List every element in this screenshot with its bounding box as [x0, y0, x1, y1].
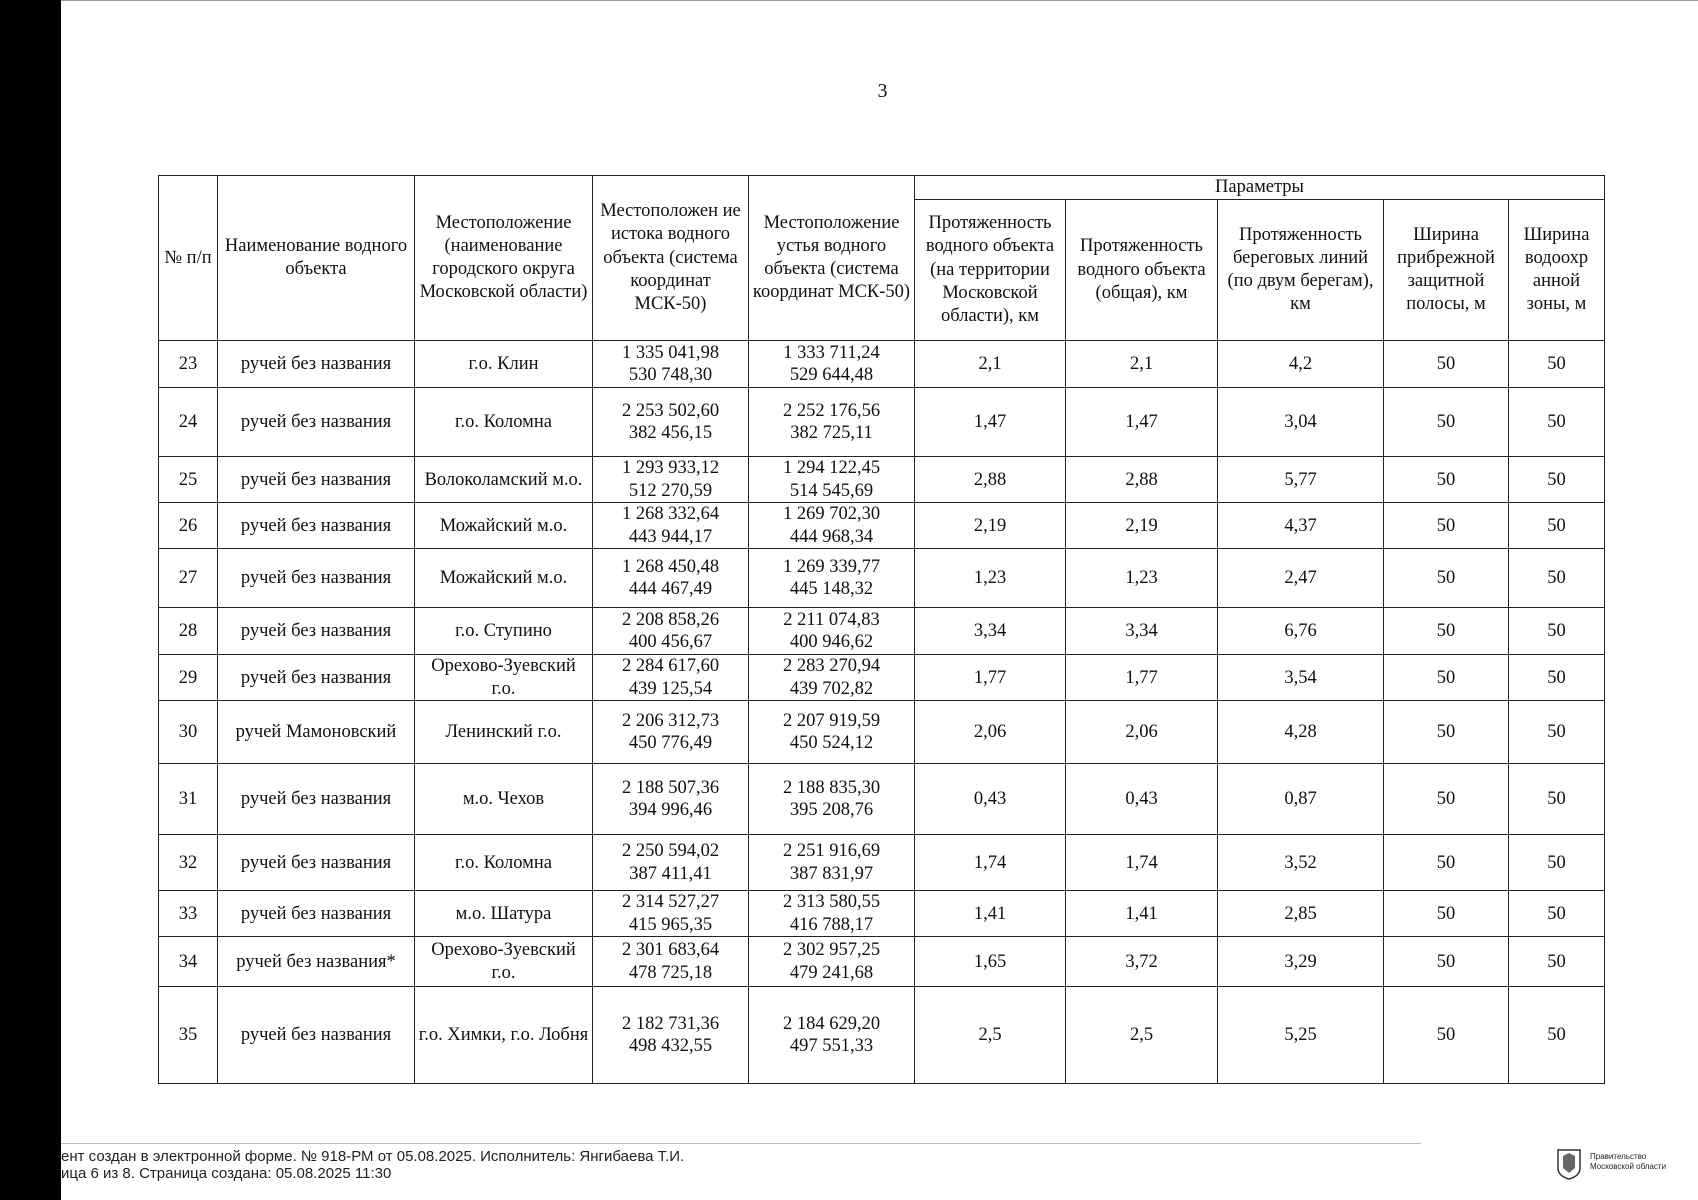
object-name-cell: ручей без названия [218, 891, 415, 937]
location-cell: г.о. Коломна [415, 835, 593, 891]
length-region-cell: 3,34 [915, 608, 1066, 655]
object-name-cell: ручей без названия [218, 608, 415, 655]
header-parameters: Параметры [915, 176, 1605, 200]
emblem-caption-line-2: Московской области [1590, 1162, 1667, 1171]
scan-top-edge [61, 0, 1698, 1]
mouth-coords-cell [749, 608, 915, 655]
object-name-cell: ручей без названия [218, 457, 415, 503]
coastal-width-cell: 50 [1384, 457, 1509, 503]
coordinate-value: 2 284 617,60 [621, 656, 720, 677]
table-row [159, 655, 1605, 701]
coordinate-value: 2 250 594,02 [621, 841, 720, 862]
object-name-cell: ручей без названия [218, 835, 415, 891]
coordinate-value: 2 302 957,25 [782, 940, 881, 961]
row-number-cell: 26 [159, 503, 218, 549]
length-region-cell: 1,23 [915, 549, 1066, 608]
coordinate-value: 1 294 122,45 [782, 458, 881, 479]
table-row [159, 987, 1605, 1084]
coordinate-value: 1 269 339,77 [782, 556, 881, 577]
row-number-cell: 35 [159, 987, 218, 1084]
table-body [159, 341, 1605, 1084]
coordinate-value: 2 182 731,36 [621, 1013, 720, 1034]
location-cell: г.о. Химки, г.о. Лобня [415, 987, 593, 1084]
table-row [159, 937, 1605, 987]
water-objects-table [158, 175, 1605, 1084]
coordinate-value: 479 241,68 [789, 962, 874, 983]
table-row [159, 549, 1605, 608]
page-number: 3 [877, 80, 888, 102]
object-name-cell: ручей без названия [218, 655, 415, 701]
mouth-coords-cell [749, 503, 915, 549]
length-total-cell: 3,72 [1066, 937, 1218, 987]
coordinate-value: 2 207 919,59 [782, 710, 881, 731]
length-region-cell: 1,77 [915, 655, 1066, 701]
coordinate-value: 439 125,54 [628, 678, 713, 699]
header-mouth: Местоположение устья водного объекта (система координат МСК-50) [749, 176, 915, 341]
shore-length-cell: 5,77 [1218, 457, 1384, 503]
length-total-cell: 0,43 [1066, 764, 1218, 835]
coordinate-value: 444 467,49 [628, 579, 713, 600]
row-number-cell: 29 [159, 655, 218, 701]
shore-length-cell: 4,28 [1218, 701, 1384, 764]
row-number-cell: 23 [159, 341, 218, 388]
length-total-cell: 2,06 [1066, 701, 1218, 764]
object-name-cell: ручей без названия [218, 764, 415, 835]
row-number-cell: 31 [159, 764, 218, 835]
length-total-cell: 1,74 [1066, 835, 1218, 891]
protection-width-cell: 50 [1509, 388, 1605, 457]
coordinate-value: 2 188 835,30 [782, 777, 881, 798]
location-cell: м.о. Чехов [415, 764, 593, 835]
coat-of-arms-icon [1556, 1148, 1582, 1180]
footer-line-1: ент создан в электронной форме. № 918-РМ от 05.08.2025. Исполнитель: Янгибаева Т.И. [61, 1148, 685, 1165]
length-total-cell: 1,41 [1066, 891, 1218, 937]
table-row [159, 608, 1605, 655]
coastal-width-cell: 50 [1384, 835, 1509, 891]
protection-width-cell: 50 [1509, 341, 1605, 388]
coordinate-value: 2 253 502,60 [621, 400, 720, 421]
length-total-cell: 1,23 [1066, 549, 1218, 608]
row-number-cell: 32 [159, 835, 218, 891]
shore-length-cell: 4,37 [1218, 503, 1384, 549]
row-number-cell: 33 [159, 891, 218, 937]
row-number-cell: 25 [159, 457, 218, 503]
header-source: Местоположен ие истока водного объекта (система координат МСК-50) [593, 176, 749, 341]
coordinate-value: 1 269 702,30 [782, 504, 881, 525]
shore-length-cell: 2,85 [1218, 891, 1384, 937]
coordinate-value: 2 211 074,83 [783, 609, 880, 630]
footer-line-2: ица 6 из 8. Страница создана: 05.08.2025 11:30 [61, 1165, 392, 1182]
table-row [159, 764, 1605, 835]
protection-width-cell: 50 [1509, 608, 1605, 655]
coordinate-value: 2 314 527,27 [621, 892, 720, 913]
coordinate-value: 530 748,30 [628, 365, 713, 386]
length-total-cell: 2,88 [1066, 457, 1218, 503]
coastal-width-cell: 50 [1384, 764, 1509, 835]
coordinate-value: 1 268 332,64 [621, 504, 720, 525]
table-row [159, 341, 1605, 388]
header-location: Местоположение (наименование городского округа Московской области) [415, 176, 593, 341]
coordinate-value: 416 788,17 [789, 914, 874, 935]
table-row [159, 388, 1605, 457]
protection-width-cell: 50 [1509, 937, 1605, 987]
coordinate-value: 2 313 580,55 [782, 892, 881, 913]
table-row [159, 891, 1605, 937]
coastal-width-cell: 50 [1384, 701, 1509, 764]
mouth-coords-cell [749, 457, 915, 503]
coastal-width-cell: 50 [1384, 341, 1509, 388]
object-name-cell: ручей Мамоновский [218, 701, 415, 764]
coordinate-value: 2 188 507,36 [621, 777, 720, 798]
mouth-coords-cell [749, 655, 915, 701]
source-coords-cell [593, 835, 749, 891]
source-coords-cell [593, 388, 749, 457]
location-cell: Можайский м.о. [415, 503, 593, 549]
length-region-cell: 2,19 [915, 503, 1066, 549]
length-region-cell: 1,74 [915, 835, 1066, 891]
coordinate-value: 444 968,34 [789, 526, 874, 547]
object-name-cell: ручей без названия [218, 503, 415, 549]
coastal-width-cell: 50 [1384, 891, 1509, 937]
coastal-width-cell: 50 [1384, 388, 1509, 457]
coordinate-value: 439 702,82 [789, 678, 874, 699]
location-cell: Ленинский г.о. [415, 701, 593, 764]
header-num: № п/п [159, 176, 218, 341]
length-total-cell: 1,77 [1066, 655, 1218, 701]
length-region-cell: 1,65 [915, 937, 1066, 987]
mouth-coords-cell [749, 701, 915, 764]
coordinate-value: 2 251 916,69 [782, 841, 881, 862]
emblem-caption-line-1: Правительство [1590, 1152, 1647, 1161]
coordinate-value: 395 208,76 [789, 800, 874, 821]
coastal-width-cell: 50 [1384, 937, 1509, 987]
coordinate-value: 394 996,46 [628, 800, 713, 821]
coordinate-value: 2 252 176,56 [782, 400, 881, 421]
protection-width-cell: 50 [1509, 835, 1605, 891]
coordinate-value: 387 831,97 [789, 863, 874, 884]
coordinate-value: 450 524,12 [789, 733, 874, 754]
coordinate-value: 478 725,18 [628, 962, 713, 983]
header-name: Наименование водного объекта [218, 176, 415, 341]
row-number-cell: 24 [159, 388, 218, 457]
coordinate-value: 1 335 041,98 [621, 342, 720, 363]
length-total-cell: 1,47 [1066, 388, 1218, 457]
coordinate-value: 2 184 629,20 [782, 1013, 881, 1034]
length-total-cell: 2,19 [1066, 503, 1218, 549]
coordinate-value: 512 270,59 [628, 480, 713, 501]
length-region-cell: 2,1 [915, 341, 1066, 388]
mouth-coords-cell [749, 835, 915, 891]
source-coords-cell [593, 341, 749, 388]
mouth-coords-cell [749, 388, 915, 457]
source-coords-cell [593, 457, 749, 503]
footer-divider [61, 1143, 1421, 1144]
row-number-cell: 34 [159, 937, 218, 987]
location-cell: Волоколамский м.о. [415, 457, 593, 503]
location-cell: Орехово-Зуевский г.о. [415, 937, 593, 987]
table-row [159, 503, 1605, 549]
object-name-cell: ручей без названия [218, 341, 415, 388]
mouth-coords-cell [749, 891, 915, 937]
coordinate-value: 1 293 933,12 [621, 458, 720, 479]
coastal-width-cell: 50 [1384, 608, 1509, 655]
shore-length-cell: 0,87 [1218, 764, 1384, 835]
object-name-cell: ручей без названия [218, 388, 415, 457]
mouth-coords-cell [749, 341, 915, 388]
coordinate-value: 415 965,35 [628, 914, 713, 935]
coordinate-value: 2 283 270,94 [782, 656, 881, 677]
coordinate-value: 2 206 312,73 [621, 710, 720, 731]
coordinate-value: 514 545,69 [789, 480, 874, 501]
protection-width-cell: 50 [1509, 457, 1605, 503]
shore-length-cell: 3,54 [1218, 655, 1384, 701]
coordinate-value: 450 776,49 [628, 733, 713, 754]
shore-length-cell: 6,76 [1218, 608, 1384, 655]
coastal-width-cell: 50 [1384, 987, 1509, 1084]
coordinate-value: 1 268 450,48 [621, 556, 720, 577]
coastal-width-cell: 50 [1384, 655, 1509, 701]
scan-left-edge [0, 0, 61, 1200]
length-total-cell: 2,5 [1066, 987, 1218, 1084]
source-coords-cell [593, 608, 749, 655]
shore-length-cell: 3,52 [1218, 835, 1384, 891]
emblem-caption [1590, 1152, 1666, 1172]
coordinate-value: 2 301 683,64 [621, 940, 720, 961]
row-number-cell: 27 [159, 549, 218, 608]
shore-length-cell: 3,29 [1218, 937, 1384, 987]
source-coords-cell [593, 503, 749, 549]
location-cell: м.о. Шатура [415, 891, 593, 937]
table-row [159, 457, 1605, 503]
length-region-cell: 0,43 [915, 764, 1066, 835]
source-coords-cell [593, 655, 749, 701]
coordinate-value: 497 551,33 [789, 1036, 874, 1057]
coordinate-value: 400 946,62 [789, 632, 874, 653]
source-coords-cell [593, 549, 749, 608]
protection-width-cell: 50 [1509, 987, 1605, 1084]
source-coords-cell [593, 764, 749, 835]
location-cell: г.о. Клин [415, 341, 593, 388]
source-coords-cell [593, 701, 749, 764]
coordinate-value: 1 333 711,24 [783, 342, 880, 363]
row-number-cell: 30 [159, 701, 218, 764]
protection-width-cell: 50 [1509, 503, 1605, 549]
protection-width-cell: 50 [1509, 655, 1605, 701]
header-coastal-width: Ширина прибрежной защитной полосы, м [1384, 200, 1509, 341]
header-length-region: Протяженность водного объекта (на территории Московской области), км [915, 200, 1066, 341]
mouth-coords-cell [749, 987, 915, 1084]
coordinate-value: 387 411,41 [629, 863, 712, 884]
source-coords-cell [593, 891, 749, 937]
location-cell: г.о. Коломна [415, 388, 593, 457]
object-name-cell: ручей без названия [218, 549, 415, 608]
coordinate-value: 382 725,11 [790, 423, 873, 444]
source-coords-cell [593, 987, 749, 1084]
protection-width-cell: 50 [1509, 701, 1605, 764]
object-name-cell: ручей без названия* [218, 937, 415, 987]
row-number-cell: 28 [159, 608, 218, 655]
length-region-cell: 2,5 [915, 987, 1066, 1084]
location-cell: Можайский м.о. [415, 549, 593, 608]
mouth-coords-cell [749, 937, 915, 987]
header-length-total: Протяженность водного объекта (общая), км [1066, 200, 1218, 341]
coordinate-value: 382 456,15 [628, 423, 713, 444]
table-row [159, 701, 1605, 764]
shore-length-cell: 3,04 [1218, 388, 1384, 457]
coordinate-value: 400 456,67 [628, 632, 713, 653]
coastal-width-cell: 50 [1384, 549, 1509, 608]
length-total-cell: 3,34 [1066, 608, 1218, 655]
protection-width-cell: 50 [1509, 549, 1605, 608]
coordinate-value: 443 944,17 [628, 526, 713, 547]
object-name-cell: ручей без названия [218, 987, 415, 1084]
shore-length-cell: 4,2 [1218, 341, 1384, 388]
coordinate-value: 529 644,48 [789, 365, 874, 386]
length-region-cell: 1,47 [915, 388, 1066, 457]
length-region-cell: 2,06 [915, 701, 1066, 764]
length-region-cell: 2,88 [915, 457, 1066, 503]
header-protection-width: Ширина водоохр анной зоны, м [1509, 200, 1605, 341]
coordinate-value: 498 432,55 [628, 1036, 713, 1057]
mouth-coords-cell [749, 764, 915, 835]
location-cell: Орехово-Зуевский г.о. [415, 655, 593, 701]
coordinate-value: 445 148,32 [789, 579, 874, 600]
protection-width-cell: 50 [1509, 891, 1605, 937]
shore-length-cell: 2,47 [1218, 549, 1384, 608]
length-total-cell: 2,1 [1066, 341, 1218, 388]
protection-width-cell: 50 [1509, 764, 1605, 835]
coordinate-value: 2 208 858,26 [621, 609, 720, 630]
table-row [159, 835, 1605, 891]
mouth-coords-cell [749, 549, 915, 608]
shore-length-cell: 5,25 [1218, 987, 1384, 1084]
document-footer [61, 1148, 1441, 1194]
length-region-cell: 1,41 [915, 891, 1066, 937]
location-cell: г.о. Ступино [415, 608, 593, 655]
header-shore-length: Протяженность береговых линий (по двум берегам), км [1218, 200, 1384, 341]
source-coords-cell [593, 937, 749, 987]
coastal-width-cell: 50 [1384, 503, 1509, 549]
